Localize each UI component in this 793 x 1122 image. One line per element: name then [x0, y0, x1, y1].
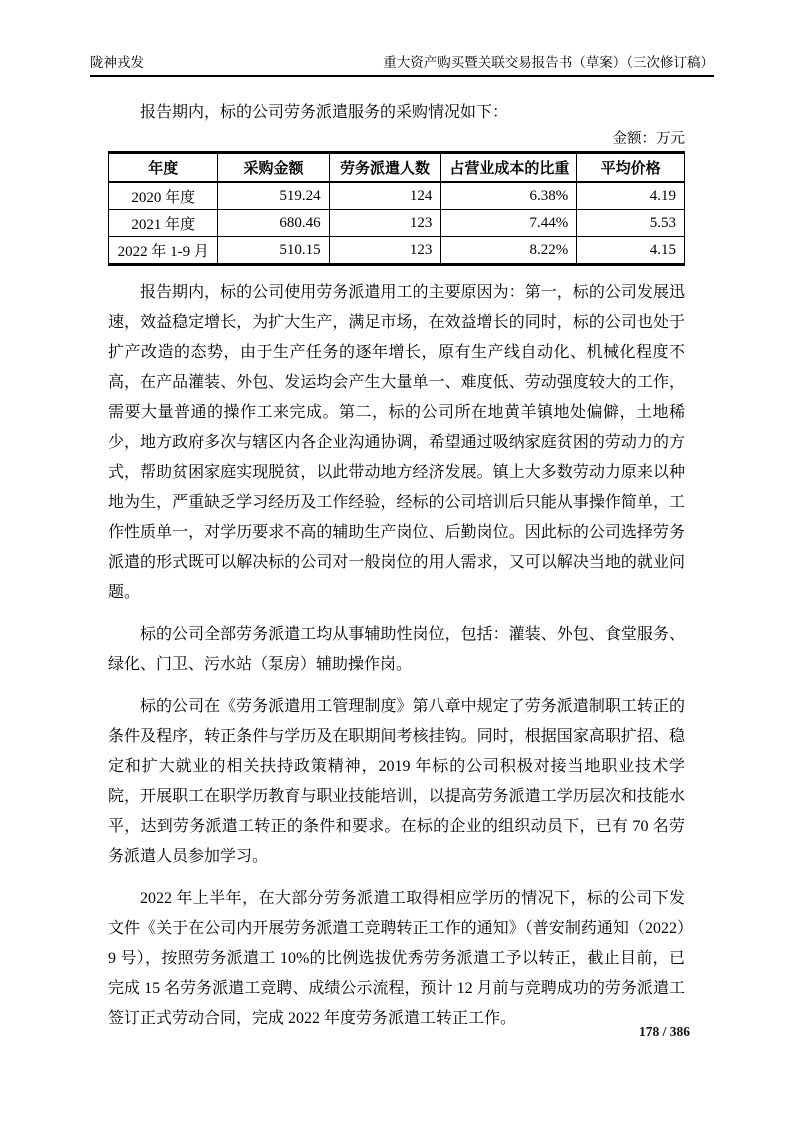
table-cell: 123	[329, 237, 441, 265]
table-column-header: 采购金额	[218, 153, 329, 183]
table-cell: 7.44%	[441, 210, 577, 237]
table-cell: 4.15	[577, 237, 685, 265]
document-header	[90, 54, 714, 77]
table-column-header: 劳务派遣人数	[329, 153, 441, 183]
table-cell: 680.46	[218, 210, 329, 237]
table-cell: 8.22%	[441, 237, 577, 265]
body-paragraph-policy: 标的公司在《劳务派遣用工管理制度》第八章中规定了劳务派遣制职工转正的条件及程序，转正条件与学历及在职期间考核挂钩。同时，根据国家高职扩招、稳定和扩大就业的相关扶持政策精神，2019 年标的公司积极对接当地职业技术学院，开展职工在职学历教育与职业技能培训，以提高劳务派遣工学历层次和技能水平，达到劳务派遣工转正的条件和要求。在标的企业的组织动员下，已有 70 名劳务派遣人员参加学习。	[108, 698, 685, 865]
table-cell: 124	[329, 182, 441, 210]
header-report-title: 重大资产购买暨关联交易报告书（草案）（三次修订稿）	[383, 55, 714, 70]
body-paragraph-2022-plan: 2022 年上半年，在大部分劳务派遣工取得相应学历的情况下，标的公司下发文件《关于在公司内开展劳务派遣工竞聘转正工作的通知》（普安制药通知（2022）9 号），按照劳务派遣工 10%的比例选拔优秀劳务派遣工予以转正，截止目前，已完成 15 名劳务派遣工竞聘、成绩公示流程，预计 12 月前与竞聘成功的劳务派遣工签订正式劳动合同，完成 2022 年度劳务派遣工转正工作。	[108, 890, 685, 1027]
table-row	[109, 237, 685, 265]
table-cell: 123	[329, 210, 441, 237]
table-cell: 510.15	[218, 237, 329, 265]
table-cell: 2020 年度	[109, 182, 218, 210]
table-row	[109, 210, 685, 237]
table-cell: 519.24	[218, 182, 329, 210]
table-column-header: 平均价格	[577, 153, 685, 183]
page-number: 178 / 386	[638, 1024, 690, 1039]
table-body	[109, 182, 685, 265]
table-column-header: 占营业成本的比重	[441, 153, 577, 183]
table-cell: 2021 年度	[109, 210, 218, 237]
table-header-row	[109, 153, 685, 183]
intro-paragraph: 报告期内，标的公司劳务派遣服务的采购情况如下：	[140, 104, 509, 121]
table-cell: 5.53	[577, 210, 685, 237]
page-content	[108, 98, 685, 1034]
body-paragraph-reasons: 报告期内，标的公司使用劳务派遣用工的主要原因为：第一，标的公司发展迅速，效益稳定增长，为扩大生产，满足市场，在效益增长的同时，标的公司也处于扩产改造的态势，由于生产任务的逐年增长，原有生产线自动化、机械化程度不高，在产品灌装、外包、发运均会产生大量单一、难度低、劳动强度较大的工作，需要大量普通的操作工来完成。第二，标的公司所在地黄羊镇地处偏僻，土地稀少，地方政府多次与辖区内各企业沟通协调，希望通过吸纳家庭贫困的劳动力的方式，帮助贫困家庭实现脱贫，以此带动地方经济发展。镇上大多数劳动力原来以种地为生，严重缺乏学习经历及工作经验，经标的公司培训后只能从事操作简单，工作性质单一，对学历要求不高的辅助生产岗位、后勤岗位。因此标的公司选择劳务派遣的形式既可以解决标的公司对一般岗位的用人需求，又可以解决当地的就业问题。	[108, 284, 685, 601]
body-paragraph-positions: 标的公司全部劳务派遣工均从事辅助性岗位，包括：灌装、外包、食堂服务、绿化、门卫、污水站（泵房）辅助操作岗。	[108, 626, 685, 673]
table-cell: 4.19	[577, 182, 685, 210]
labor-dispatch-procurement-table	[108, 151, 685, 266]
table-column-header: 年度	[109, 153, 218, 183]
table-unit-label: 金额：万元	[612, 131, 685, 147]
table-cell: 2022 年 1-9 月	[109, 237, 218, 265]
table-row	[109, 182, 685, 210]
header-company-name: 陇神戎发	[90, 55, 144, 70]
table-cell: 6.38%	[441, 182, 577, 210]
